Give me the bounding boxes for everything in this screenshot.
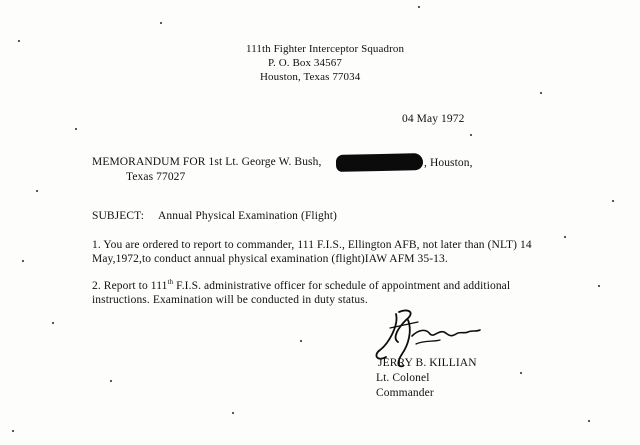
redaction-mark: [336, 153, 423, 172]
scan-speck: [520, 372, 522, 374]
scan-speck: [52, 322, 54, 324]
letterhead-unit: 111th Fighter Interceptor Squadron: [246, 43, 405, 55]
scan-speck: [564, 236, 566, 238]
scan-speck: [612, 200, 614, 202]
scan-speck: [540, 92, 542, 94]
memorandum-state-zip: Texas 77027: [126, 171, 186, 183]
scan-speck: [18, 40, 20, 42]
memorandum-city: , Houston,: [424, 157, 473, 169]
scan-speck: [110, 380, 112, 382]
scan-speck: [588, 420, 590, 422]
letterhead-address: P. O. Box 34567: [268, 57, 342, 69]
letterhead-city: Houston, Texas 77034: [260, 71, 361, 83]
signatory-name: JERRY B. KILLIAN: [378, 357, 477, 369]
memo-date: 04 May 1972: [402, 113, 465, 125]
signatory-title: Commander: [376, 387, 434, 399]
scan-speck: [598, 285, 600, 287]
scan-speck: [300, 340, 302, 342]
subject-label: SUBJECT:: [92, 210, 144, 222]
scan-speck: [75, 128, 77, 130]
signatory-rank: Lt. Colonel: [376, 372, 430, 384]
scan-speck: [232, 412, 234, 414]
memorandum-for-line: MEMORANDUM FOR 1st Lt. George W. Bush,: [92, 156, 322, 168]
scan-speck: [418, 6, 420, 8]
paragraph-1-line-1: 1. You are ordered to report to commander, 111 F.I.S., Ellington AFB, not later than (NLT) 14: [92, 239, 532, 251]
paragraph-1-line-2: May,1972,to conduct annual physical examination (flight)IAW AFM 35-13.: [92, 253, 448, 265]
scan-speck: [470, 134, 472, 136]
scan-speck: [22, 260, 24, 262]
subject-text: Annual Physical Examination (Flight): [158, 210, 337, 222]
scan-speck: [160, 22, 162, 24]
scan-speck: [36, 190, 38, 192]
paragraph-2-line-2: instructions. Examination will be conducted in duty status.: [92, 294, 368, 306]
scan-speck: [12, 430, 14, 432]
paragraph-2-line-1: 2. Report to 111th F.I.S. administrative officer for schedule of appointment and additional: [92, 278, 511, 292]
